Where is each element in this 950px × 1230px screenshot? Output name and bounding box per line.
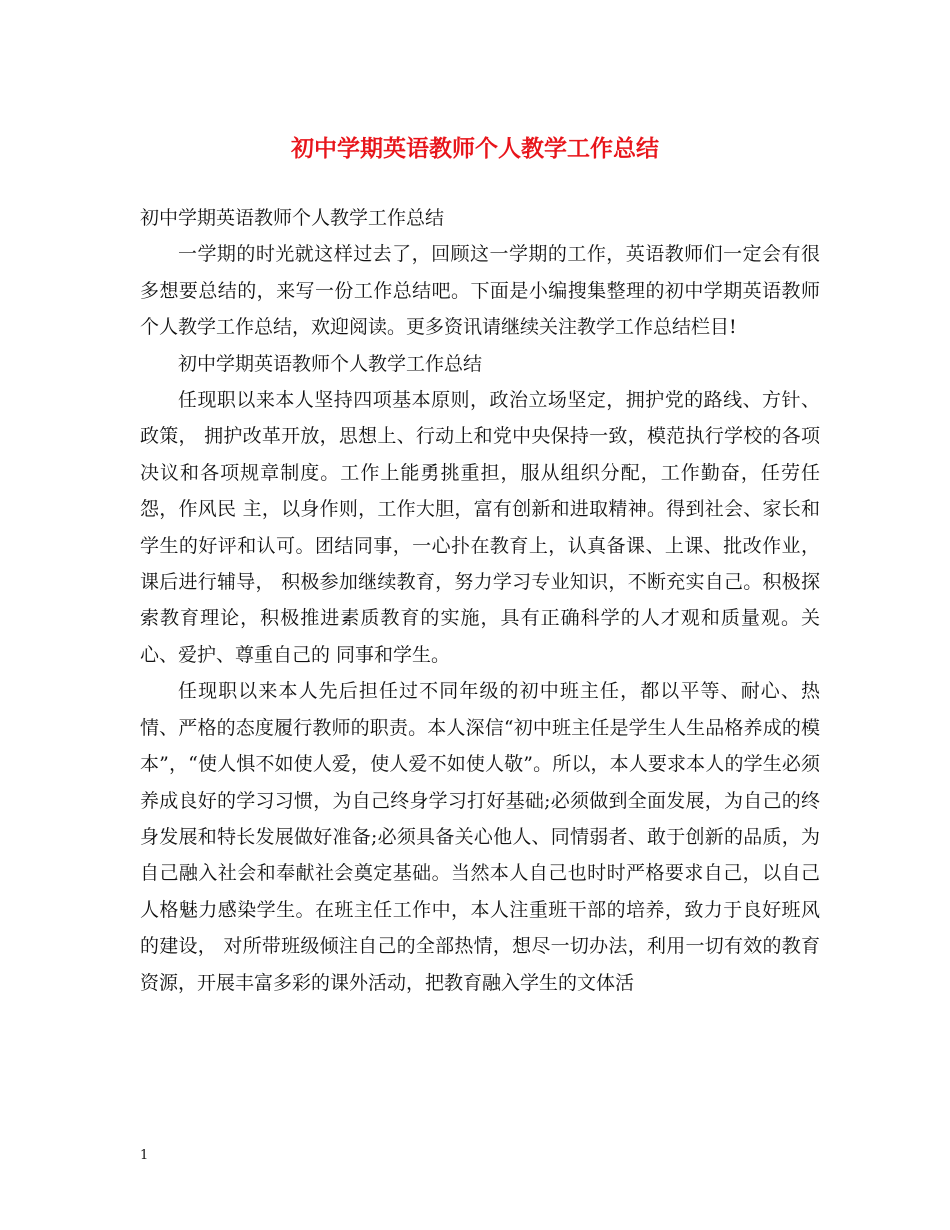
intro-paragraph: 一学期的时光就这样过去了，回顾这一学期的工作，英语教师们一定会有很多想要总结的，来写一份工作总结吧。下面是小编搜集整理的初中学期英语教师个人教学工作总结，欢迎阅读。更多资讯请继续关注教学工作总结栏目!	[140, 243, 820, 339]
body-paragraph-2: 任现职以来本人先后担任过不同年级的初中班主任，都以平等、耐心、热情、严格的态度履行教师的职责。本人深信“初中班主任是学生人生品格养成的模本”，“使人惧不如使人爱，使人爱不如使人敬”。所以，本人要求本人的学生必须养成良好的学习习惯，为自己终身学习打好基础;必须做到全面发展，为自己的终身发展和特长发展做好准备;必须具备关心他人、同情弱者、敢于创新的品质，为自己融入社会和奉献社会奠定基础。当然本人自己也时时严格要求自己，以自己人格魅力感染学生。在班主任工作中，本人注重班干部的培养，致力于良好班风的建设， 对所带班级倾注自己的全部热情，想尽一切办法，利用一切有效的教育资源，开展丰富多彩的课外活动，把教育融入学生的文体活	[140, 680, 820, 994]
body-heading: 初中学期英语教师个人教学工作总结	[140, 207, 445, 229]
document-body	[140, 200, 820, 1001]
document-title: 初中学期英语教师个人教学工作总结	[291, 135, 659, 162]
page-number: 1	[140, 1148, 149, 1163]
body-paragraph-1: 任现职以来本人坚持四项基本原则，政治立场坚定，拥护党的路线、方针、政策， 拥护改革开放，思想上、行动上和党中央保持一致，模范执行学校的各项决议和各项规章制度。工作上能勇挑重担，服从组织分配，工作勤奋，任劳任怨，作风民 主，以身作则，工作大胆，富有创新和进取精神。得到社会、家长和学生的好评和认可。团结同事，一心扑在教育上，认真备课、上课、批改作业，课后进行辅导， 积极参加继续教育，努力学习专业知识，不断充实自己。积极探索教育理论，积极推进素质教育的实施，具有正确科学的人才观和质量观。关心、爱护、尊重自己的 同事和学生。	[140, 389, 820, 666]
section-heading: 初中学期英语教师个人教学工作总结	[178, 352, 483, 375]
